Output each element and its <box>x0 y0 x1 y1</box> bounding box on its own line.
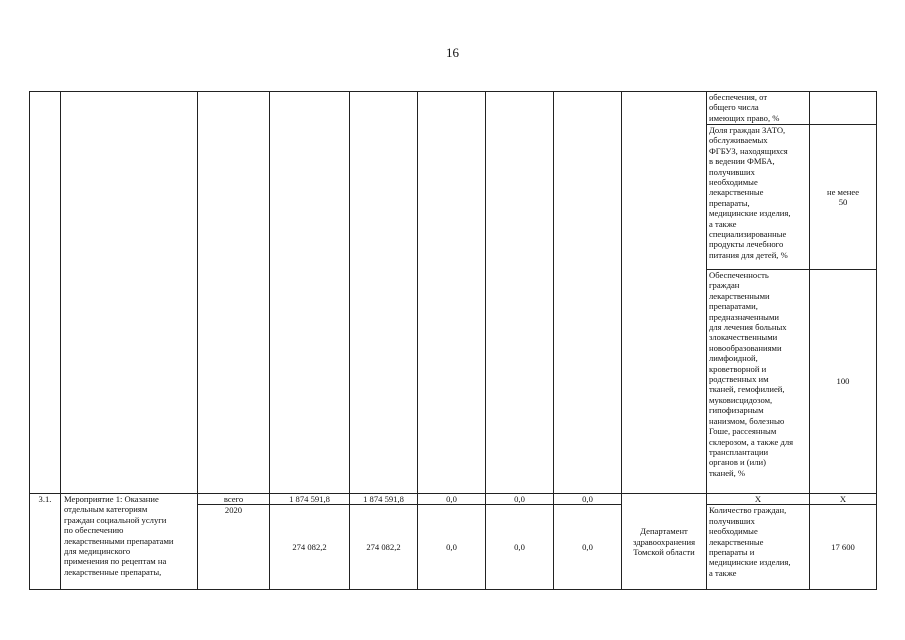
program-table <box>29 91 877 590</box>
amount-cell: 0,0 <box>554 494 622 505</box>
empty-cell <box>30 92 61 494</box>
responsible-department: Департамент здравоохранения Томской области <box>622 494 707 590</box>
period-cell: 2020 <box>198 505 270 590</box>
table-row <box>30 92 877 125</box>
indicator-cell: Обеспеченность граждан лекарственными препаратами, предназначенными для лечения больных злокачественными новообразованиями лимфоидной, кроветворной и родственных им тканей, гемофилией, муковисцидозом, гипофизарным нанизмом, болезнью Гоше, рассеянным склерозом, а также для трансплантации органов и (или) тканей, % <box>707 270 810 494</box>
empty-cell <box>486 92 554 494</box>
value-cell: 17 600 <box>810 505 877 590</box>
indicator-cell: Доля граждан ЗАТО, обслуживаемых ФГБУЗ, находящихся в ведении ФМБА, получивших необходимые лекарственные препараты, медицинские изделия, а также специализированные продукты лечебного питания для детей, % <box>707 125 810 270</box>
empty-cell <box>198 92 270 494</box>
amount-cell: 274 082,2 <box>350 505 418 590</box>
empty-cell <box>350 92 418 494</box>
empty-cell <box>61 92 198 494</box>
amount-cell: 0,0 <box>554 505 622 590</box>
indicator-cell: Х <box>707 494 810 505</box>
amount-cell: 0,0 <box>486 494 554 505</box>
amount-cell: 1 874 591,8 <box>350 494 418 505</box>
amount-cell: 0,0 <box>418 505 486 590</box>
indicator-cell: Количество граждан, получивших необходимые лекарственные препараты и медицинские изделия, а также <box>707 505 810 590</box>
table-row <box>30 494 877 505</box>
amount-cell: 274 082,2 <box>270 505 350 590</box>
period-cell: всего <box>198 494 270 505</box>
measure-name: Мероприятие 1: Оказание отдельным категориям граждан социальной услуги по обеспечению лекарственными препаратами для медицинского применения по рецептам на лекарственные препараты, <box>61 494 198 590</box>
value-cell: не менее 50 <box>810 125 877 270</box>
page-number: 16 <box>446 45 459 60</box>
measure-number: 3.1. <box>30 494 61 590</box>
value-cell <box>810 92 877 125</box>
value-cell: Х <box>810 494 877 505</box>
value-cell: 100 <box>810 270 877 494</box>
empty-cell <box>418 92 486 494</box>
amount-cell: 1 874 591,8 <box>270 494 350 505</box>
empty-cell <box>270 92 350 494</box>
empty-cell <box>554 92 622 494</box>
empty-cell <box>622 92 707 494</box>
amount-cell: 0,0 <box>486 505 554 590</box>
amount-cell: 0,0 <box>418 494 486 505</box>
indicator-cell: обеспечения, от общего числа имеющих право, % <box>707 92 810 125</box>
